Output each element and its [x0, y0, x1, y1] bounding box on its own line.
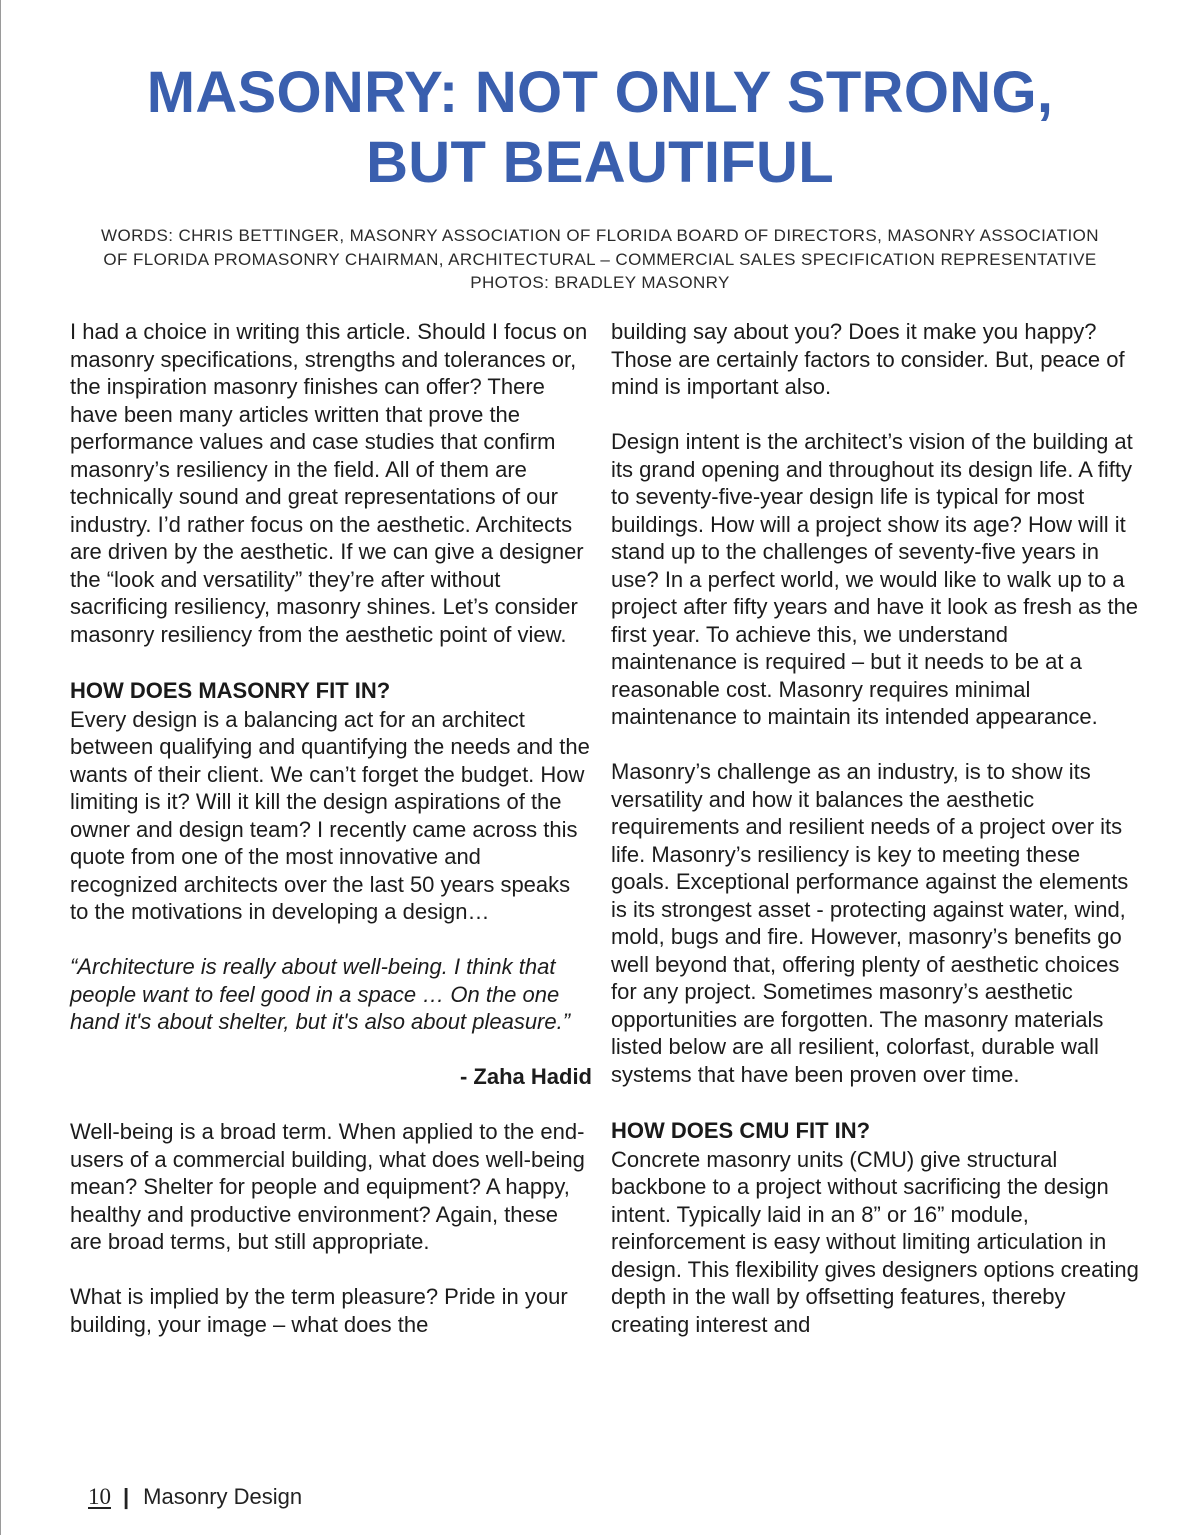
byline-line-1: WORDS: CHRIS BETTINGER, MASONRY ASSOCIATION OF FLORIDA BOARD OF DIRECTORS, MASONRY ASSOCIATION [101, 226, 1099, 245]
byline-line-2: OF FLORIDA PROMASONRY CHAIRMAN, ARCHITECTURAL – COMMERCIAL SALES SPECIFICATION REPRESENTATIVE [103, 249, 1097, 269]
page-number: 10 [88, 1484, 111, 1509]
page-edge [0, 0, 1, 1535]
byline [70, 224, 1130, 295]
article-title [60, 58, 1140, 198]
section-heading-masonry: HOW DOES MASONRY FIT IN? [70, 677, 391, 703]
continued-paragraph: building say about you? Does it make you happy? Those are certainly factors to consider. But, peace of mind is important also. [611, 319, 1125, 399]
pull-quote: “Architecture is really about well-being. I think that people want to feel good in a space … On the one hand it's about shelter, but it's also about pleasure.” [70, 954, 571, 1034]
pleasure-paragraph: What is implied by the term pleasure? Pride in your building, your image – what does the [70, 1284, 568, 1337]
title-line-2: BUT BEAUTIFUL [366, 130, 834, 195]
design-intent-paragraph: Design intent is the architect’s vision of the building at its grand opening and throughout its design life. A fifty to seventy-five-year design life is typical for most buildings. How will a project show its age? How will it stand up to the challenges of seventy-five years in use? In a perfect world, we would like to walk up to a project after fifty years and have it look as fresh as the first year. To achieve this, we understand maintenance is required – but it needs to be at a reasonable cost. Masonry requires minimal maintenance to maintain its intended appearance. [611, 429, 1139, 729]
cmu-paragraph: Concrete masonry units (CMU) give structural backbone to a project without sacrificing the design intent. Typically laid in an 8” or 16” module, reinforcement is easy without limiting articulation in design. This flexibility gives designers options creating depth in the wall by offsetting features, thereby creating interest and [611, 1146, 1139, 1337]
intro-paragraph: I had a choice in writing this article. Should I focus on masonry specifications, strengths and tolerances or, the inspiration masonry finishes can offer? There have been many articles written that prove the performance values and case studies that confirm masonry’s resiliency in the field. All of them are technically sound and great representations of our industry. I’d rather focus on the aesthetic. Architects are driven by the aesthetic. If we can give a designer the “look and versatility” they’re after without sacrificing resiliency, masonry shines. Let’s consider masonry resiliency from the aesthetic point of view. [70, 319, 588, 647]
right-column [611, 318, 1139, 1338]
quote-attribution: - Zaha Hadid [459, 1064, 592, 1089]
publication-name: Masonry Design [143, 1484, 303, 1509]
well-being-paragraph: Well-being is a broad term. When applied to the end-users of a commercial building, what does well-being mean? Shelter for people and equipment? A happy, healthy and productive environment? Again, these are broad terms, but still appropriate. [70, 1119, 585, 1254]
left-column [70, 318, 592, 1338]
section-heading-cmu: HOW DOES CMU FIT IN? [611, 1117, 871, 1143]
footer-separator: | [123, 1484, 130, 1509]
challenge-paragraph: Masonry’s challenge as an industry, is to show its versatility and how it balances the aesthetic requirements and resilient needs of a project over its life. Masonry’s resiliency is key to meeting these goals. Exceptional performance against the elements is its strongest asset - protecting against water, wind, mold, bugs and fire. However, masonry’s benefits go well beyond that, offering plenty of aesthetic choices for any project. Sometimes masonry’s aesthetic opportunities are forgotten. The masonry materials listed below are all resilient, colorfast, durable wall systems that have been proven over time. [611, 759, 1129, 1087]
byline-photos: PHOTOS: BRADLEY MASONRY [470, 273, 730, 292]
title-line-1: MASONRY: NOT ONLY STRONG, [146, 60, 1054, 125]
balancing-act-paragraph: Every design is a balancing act for an architect between qualifying and quantifying the needs and the wants of their client. We can’t forget the budget. How limiting is it? Will it kill the design aspirations of the owner and design team? I recently came across this quote from one of the most innovative and recognized architects over the last 50 years speaks to the motivations in developing a design… [70, 706, 590, 924]
page-footer [88, 1482, 302, 1512]
